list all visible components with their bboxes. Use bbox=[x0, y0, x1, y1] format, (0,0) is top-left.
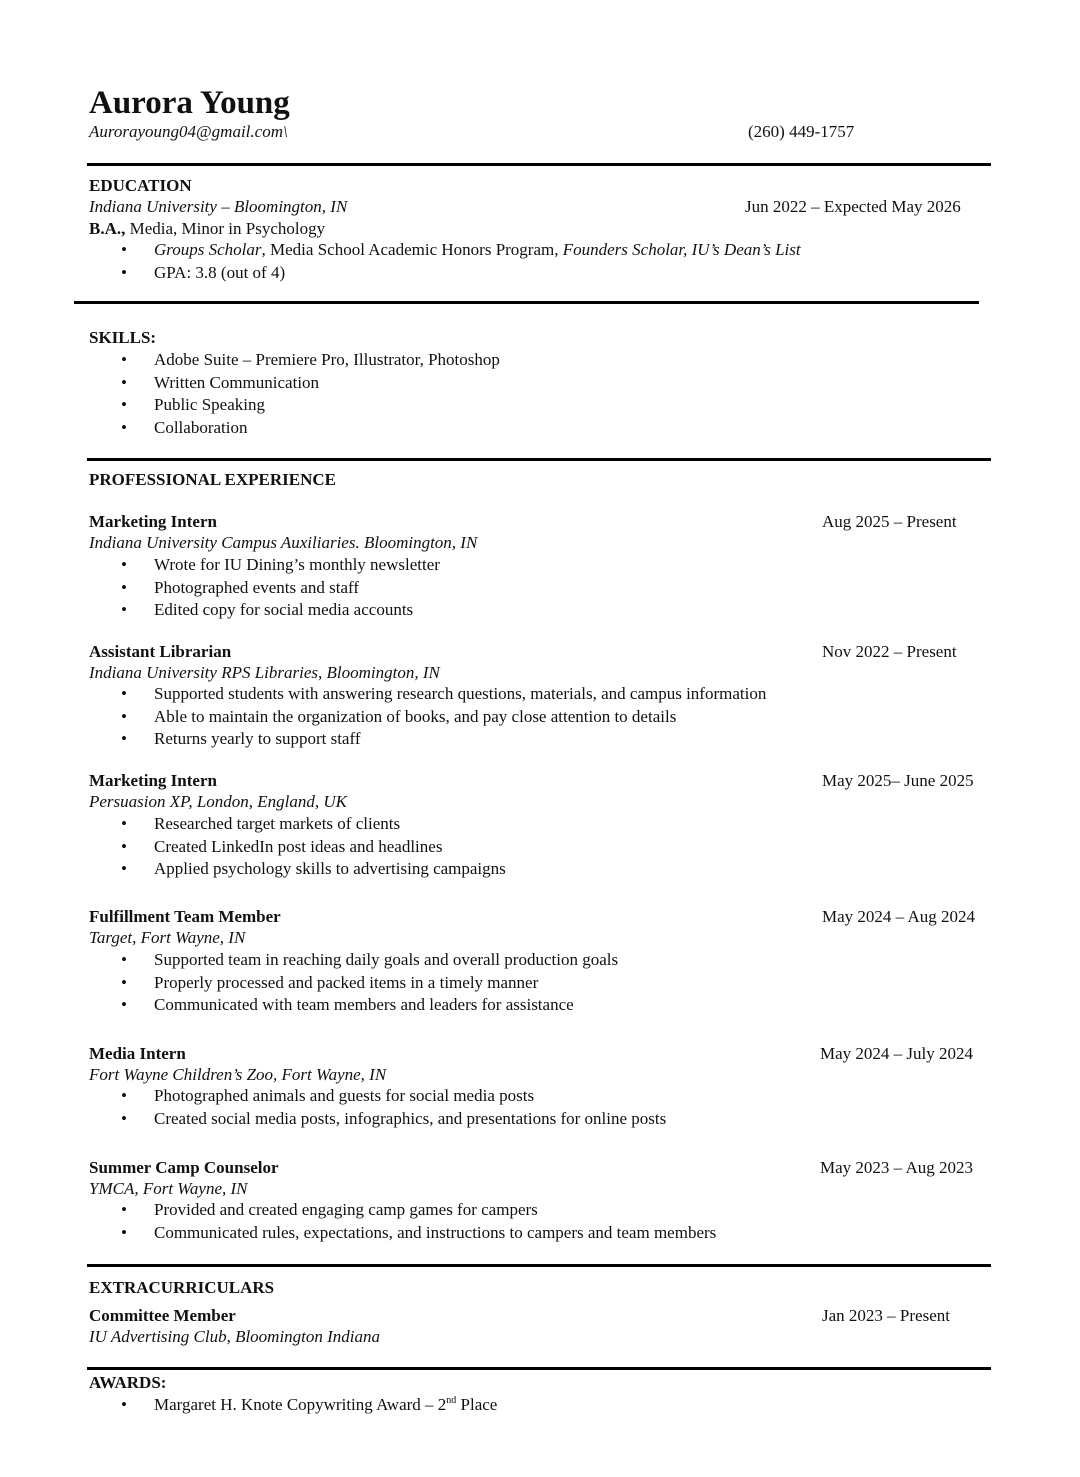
list-item: • Written Communication bbox=[121, 372, 500, 395]
divider bbox=[74, 301, 979, 304]
job-dates: May 2025– June 2025 bbox=[822, 771, 974, 790]
job-org: Indiana University Campus Auxiliaries. Bloomington, IN bbox=[89, 533, 478, 552]
job-bullets bbox=[121, 813, 506, 881]
list-item: • Edited copy for social media accounts bbox=[121, 599, 440, 622]
job-org: Fort Wayne Children’s Zoo, Fort Wayne, IN bbox=[89, 1065, 387, 1084]
extracurricular-title: Committee Member bbox=[89, 1306, 236, 1325]
list-item: • Groups Scholar, Media School Academic Honors Program, Founders Scholar, IU’s Dean’s List bbox=[121, 239, 801, 262]
list-item: • Photographed events and staff bbox=[121, 577, 440, 600]
job-bullets bbox=[121, 554, 440, 622]
list-item: • Photographed animals and guests for social media posts bbox=[121, 1085, 666, 1108]
list-item: • Communicated with team members and leaders for assistance bbox=[121, 994, 618, 1017]
list-item: • Created social media posts, infographics, and presentations for online posts bbox=[121, 1108, 666, 1131]
job-title: Media Intern bbox=[89, 1044, 186, 1063]
job-org: YMCA, Fort Wayne, IN bbox=[89, 1179, 248, 1198]
list-item: • Created LinkedIn post ideas and headlines bbox=[121, 836, 506, 859]
list-item: • Communicated rules, expectations, and instructions to campers and team members bbox=[121, 1222, 716, 1245]
divider bbox=[87, 1264, 991, 1267]
education-dates: Jun 2022 – Expected May 2026 bbox=[745, 197, 961, 216]
job-title: Marketing Intern bbox=[89, 771, 217, 790]
divider bbox=[87, 163, 991, 166]
list-item: • Collaboration bbox=[121, 417, 500, 440]
degree-label: B.A., bbox=[89, 219, 126, 238]
list-item: • Margaret H. Knote Copywriting Award – 2nd Place bbox=[121, 1394, 497, 1417]
job-dates: May 2024 – Aug 2024 bbox=[822, 907, 975, 926]
list-item: • Returns yearly to support staff bbox=[121, 728, 766, 751]
phone-number: (260) 449-1757 bbox=[748, 122, 855, 141]
job-org: Indiana University RPS Libraries, Bloomington, IN bbox=[89, 663, 440, 682]
list-item: • Wrote for IU Dining’s monthly newsletter bbox=[121, 554, 440, 577]
extracurricular-org: IU Advertising Club, Bloomington Indiana bbox=[89, 1327, 381, 1346]
degree-detail: Media, Minor in Psychology bbox=[125, 219, 326, 238]
job-dates: May 2023 – Aug 2023 bbox=[820, 1158, 973, 1177]
divider bbox=[87, 458, 991, 461]
awards-heading: AWARDS: bbox=[89, 1373, 167, 1392]
extracurriculars-heading: EXTRACURRICULARS bbox=[89, 1278, 275, 1297]
list-item: • Provided and created engaging camp games for campers bbox=[121, 1199, 716, 1222]
divider bbox=[87, 1367, 991, 1370]
extracurricular-dates: Jan 2023 – Present bbox=[822, 1306, 950, 1325]
job-title: Marketing Intern bbox=[89, 512, 217, 531]
job-title: Summer Camp Counselor bbox=[89, 1158, 279, 1177]
job-org: Persuasion XP, London, England, UK bbox=[89, 792, 348, 811]
education-bullets bbox=[121, 239, 801, 284]
list-item: • Able to maintain the organization of books, and pay close attention to details bbox=[121, 706, 766, 729]
education-heading: EDUCATION bbox=[89, 176, 192, 195]
awards-list bbox=[121, 1394, 497, 1417]
email-address: Aurorayoung04@gmail.com\ bbox=[89, 122, 288, 141]
skills-list bbox=[121, 349, 500, 439]
list-item: • Applied psychology skills to advertising campaigns bbox=[121, 858, 506, 881]
education-degree bbox=[89, 218, 325, 240]
job-bullets bbox=[121, 1085, 666, 1130]
list-item: • Supported students with answering research questions, materials, and campus information bbox=[121, 683, 766, 706]
list-item: • Adobe Suite – Premiere Pro, Illustrator, Photoshop bbox=[121, 349, 500, 372]
education-school: Indiana University – Bloomington, IN bbox=[89, 197, 348, 216]
job-bullets bbox=[121, 683, 766, 751]
job-dates: Aug 2025 – Present bbox=[822, 512, 957, 531]
job-dates: May 2024 – July 2024 bbox=[820, 1044, 973, 1063]
experience-heading: PROFESSIONAL EXPERIENCE bbox=[89, 470, 337, 489]
job-title: Fulfillment Team Member bbox=[89, 907, 281, 926]
job-bullets bbox=[121, 1199, 716, 1244]
list-item: • Supported team in reaching daily goals and overall production goals bbox=[121, 949, 618, 972]
list-item: • GPA: 3.8 (out of 4) bbox=[121, 262, 801, 285]
skills-heading: SKILLS: bbox=[89, 328, 157, 347]
job-org: Target, Fort Wayne, IN bbox=[89, 928, 246, 947]
job-bullets bbox=[121, 949, 618, 1017]
list-item: • Public Speaking bbox=[121, 394, 500, 417]
list-item: • Properly processed and packed items in a timely manner bbox=[121, 972, 618, 995]
job-title: Assistant Librarian bbox=[89, 642, 232, 661]
resume-name: Aurora Young bbox=[89, 85, 290, 121]
list-item: • Researched target markets of clients bbox=[121, 813, 506, 836]
job-dates: Nov 2022 – Present bbox=[822, 642, 957, 661]
